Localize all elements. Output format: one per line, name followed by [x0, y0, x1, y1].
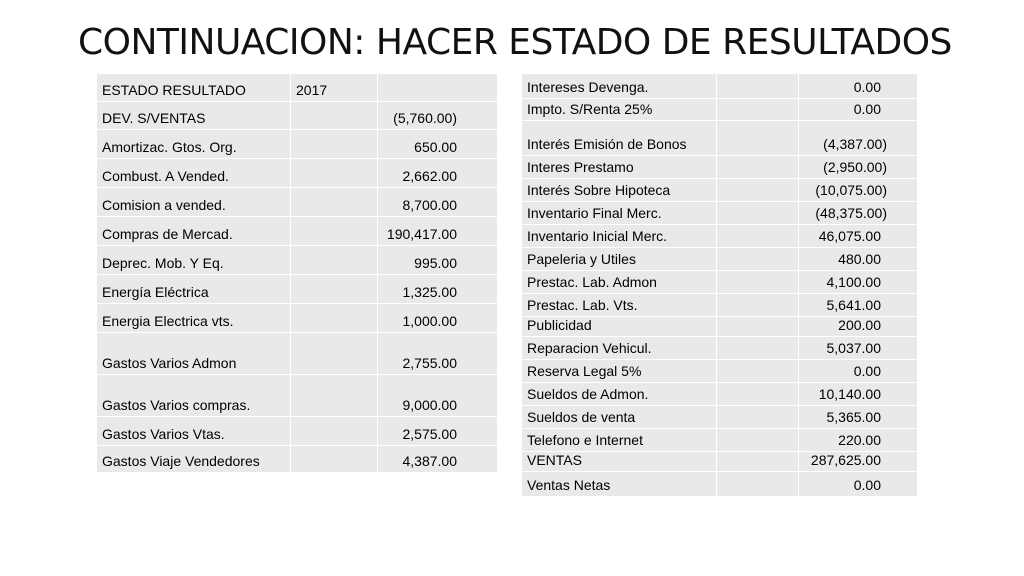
table-row: [97, 217, 498, 245]
header-label-cell: ESTADO RESULTADO: [97, 74, 291, 101]
row-label: Telefono e Internet: [522, 429, 717, 451]
row-label: Reparacion Vehicul.: [522, 337, 717, 359]
row-value: 0.00: [799, 360, 918, 382]
row-label: Energia Electrica vts.: [97, 304, 291, 332]
table-row: [97, 304, 498, 332]
empty-cell: [717, 383, 799, 405]
empty-cell: [717, 121, 799, 155]
table-row: [522, 156, 918, 178]
table-row: [97, 375, 498, 416]
table-row: [522, 360, 918, 382]
table-row: [522, 429, 918, 451]
table-row: [522, 337, 918, 359]
row-label: Papeleria y Utiles: [522, 248, 717, 270]
empty-cell: [291, 446, 378, 472]
row-value: 287,625.00: [799, 452, 918, 471]
row-label: Prestac. Lab. Vts.: [522, 294, 717, 316]
row-value: 200.00: [799, 317, 918, 336]
row-label: VENTAS: [522, 452, 717, 471]
row-label: Sueldos de Admon.: [522, 383, 717, 405]
row-value: 480.00: [799, 248, 918, 270]
row-value: 5,641.00: [799, 294, 918, 316]
empty-cell: [291, 217, 378, 245]
row-value: 2,662.00: [378, 159, 498, 187]
row-value: (2,950.00): [799, 156, 918, 178]
table-row: [522, 74, 918, 98]
table-row: [97, 188, 498, 216]
empty-cell: [717, 74, 799, 98]
empty-cell: [717, 294, 799, 316]
income-statement-table-right: [522, 73, 918, 497]
table-row: [522, 99, 918, 120]
table-row: [522, 248, 918, 270]
row-value: 2,755.00: [378, 333, 498, 374]
empty-cell: [291, 188, 378, 216]
row-label: Impto. S/Renta 25%: [522, 99, 717, 120]
empty-cell: [717, 337, 799, 359]
row-label: Gastos Varios Admon: [97, 333, 291, 374]
row-label: Inventario Final Merc.: [522, 202, 717, 224]
empty-cell: [291, 275, 378, 303]
row-value: 9,000.00: [378, 375, 498, 416]
empty-cell: [291, 417, 378, 445]
row-label: Gastos Varios compras.: [97, 375, 291, 416]
table-row: [522, 452, 918, 471]
table-row: [97, 159, 498, 187]
empty-cell: [717, 429, 799, 451]
table-row: [97, 130, 498, 158]
table-row: [97, 102, 498, 129]
row-label: Deprec. Mob. Y Eq.: [97, 246, 291, 274]
row-label: Intereses Devenga.: [522, 74, 717, 98]
table-row: [522, 294, 918, 316]
table-row: [522, 179, 918, 201]
empty-cell: [717, 225, 799, 247]
row-label: Energía Eléctrica: [97, 275, 291, 303]
table-row: [97, 246, 498, 274]
table-row: [97, 417, 498, 445]
row-label: Prestac. Lab. Admon: [522, 271, 717, 293]
row-value: 190,417.00: [378, 217, 498, 245]
empty-cell: [291, 304, 378, 332]
row-label: Reserva Legal 5%: [522, 360, 717, 382]
row-value: 4,100.00: [799, 271, 918, 293]
empty-cell: [291, 130, 378, 158]
empty-cell: [717, 452, 799, 471]
empty-cell: [717, 99, 799, 120]
empty-cell: [717, 248, 799, 270]
empty-cell: [717, 156, 799, 178]
empty-cell: [717, 179, 799, 201]
row-value: 4,387.00: [378, 446, 498, 472]
row-value: (5,760.00): [378, 102, 498, 129]
row-value: (48,375.00): [799, 202, 918, 224]
row-value: 5,037.00: [799, 337, 918, 359]
row-value: 5,365.00: [799, 406, 918, 428]
row-label: Interes Prestamo: [522, 156, 717, 178]
empty-cell: [291, 159, 378, 187]
row-value: 0.00: [799, 74, 918, 98]
empty-cell: [717, 202, 799, 224]
row-value: 1,000.00: [378, 304, 498, 332]
row-label: Sueldos de venta: [522, 406, 717, 428]
row-label: Inventario Inicial Merc.: [522, 225, 717, 247]
row-value: 0.00: [799, 472, 918, 496]
row-label: Combust. A Vended.: [97, 159, 291, 187]
header-year-cell: 2017: [291, 74, 378, 101]
row-label: Compras de Mercad.: [97, 217, 291, 245]
row-value: 650.00: [378, 130, 498, 158]
row-value: 1,325.00: [378, 275, 498, 303]
row-label: Gastos Viaje Vendedores: [97, 446, 291, 472]
empty-cell: [717, 472, 799, 496]
empty-cell: [717, 271, 799, 293]
empty-cell: [378, 74, 498, 101]
row-label: Interés Sobre Hipoteca: [522, 179, 717, 201]
table-row: [522, 383, 918, 405]
table-row: [522, 121, 918, 155]
empty-cell: [291, 375, 378, 416]
row-value: 8,700.00: [378, 188, 498, 216]
empty-cell: [717, 317, 799, 336]
empty-cell: [291, 102, 378, 129]
row-value: 46,075.00: [799, 225, 918, 247]
row-label: Ventas Netas: [522, 472, 717, 496]
row-label: Amortizac. Gtos. Org.: [97, 130, 291, 158]
table-header-row: [97, 74, 498, 101]
table-row: [522, 271, 918, 293]
empty-cell: [717, 406, 799, 428]
income-statement-table-left: [97, 73, 498, 473]
table-row: [522, 202, 918, 224]
table-row: [522, 225, 918, 247]
table-row: [522, 472, 918, 496]
table-row: [97, 275, 498, 303]
row-value: 10,140.00: [799, 383, 918, 405]
row-label: Publicidad: [522, 317, 717, 336]
row-value: 995.00: [378, 246, 498, 274]
row-value: (10,075.00): [799, 179, 918, 201]
page-title: CONTINUACION: HACER ESTADO DE RESULTADOS: [78, 22, 952, 63]
empty-cell: [291, 333, 378, 374]
row-label: Interés Emisión de Bonos: [522, 121, 717, 155]
row-value: (4,387.00): [799, 121, 918, 155]
row-value: 0.00: [799, 99, 918, 120]
empty-cell: [717, 360, 799, 382]
empty-cell: [291, 246, 378, 274]
row-value: 2,575.00: [378, 417, 498, 445]
table-row: [97, 446, 498, 472]
row-value: 220.00: [799, 429, 918, 451]
table-row: [522, 317, 918, 336]
row-label: DEV. S/VENTAS: [97, 102, 291, 129]
row-label: Comision a vended.: [97, 188, 291, 216]
table-row: [522, 406, 918, 428]
table-row: [97, 333, 498, 374]
row-label: Gastos Varios Vtas.: [97, 417, 291, 445]
